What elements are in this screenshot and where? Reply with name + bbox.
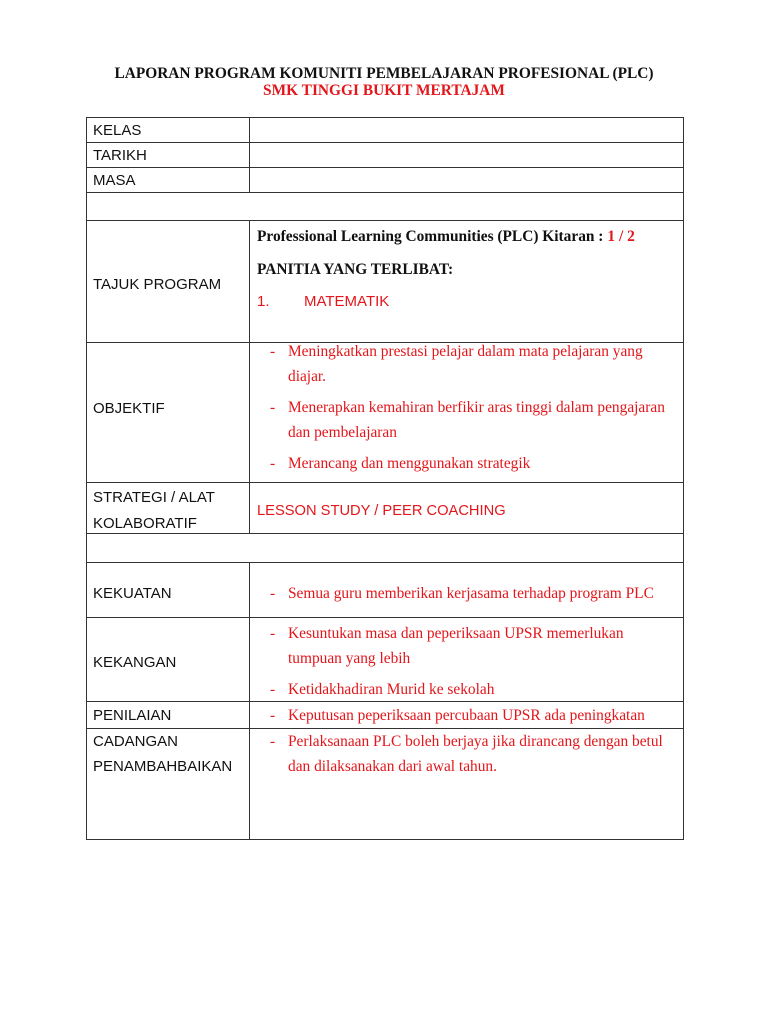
objektif-list [250,343,683,482]
list-item [270,451,683,476]
row-strategi [87,482,683,533]
list-item [270,729,683,779]
program-name: Professional Learning Communities (PLC) Kitaran : [257,228,604,245]
list-item-line: Merancang dan menggunakan strategik [288,455,531,472]
cadangan-label-line: PENAMBAHBAIKAN [93,758,233,775]
strategi-value: LESSON STUDY / PEER COACHING [257,503,506,519]
list-item [270,677,683,702]
list-item-line: Semua guru memberikan kerjasama terhadap program PLC [288,585,654,602]
objektif-label: OBJEKTIF [87,343,250,482]
kekangan-label: KEKANGAN [87,618,250,701]
row-cadangan [87,728,683,839]
list-item-line: dan pembelajaran [288,424,397,441]
list-item [270,621,683,671]
list-item-line: Menerapkan kemahiran berfikir aras tinggi dalam pengajaran [288,399,665,416]
cadangan-label [87,729,250,839]
bullet-marker: - [270,707,276,724]
tarikh-value [250,143,683,167]
bullet-marker: - [270,625,276,642]
kitaran-value: 1 / 2 [607,228,635,245]
bullet-marker: - [270,343,276,360]
tajuk-program-label: TAJUK PROGRAM [87,221,250,342]
row-masa [87,167,683,192]
masa-label: MASA [87,168,250,192]
list-item-line: Keputusan peperiksaan percubaan UPSR ada peningkatan [288,707,645,724]
bullet-marker: - [270,585,276,602]
strategi-label-line: KOLABORATIF [93,515,197,532]
list-item-line: Ketidakhadiran Murid ke sekolah [288,681,495,698]
masa-value [250,168,683,192]
panitia-heading: PANITIA YANG TERLIBAT: [257,261,454,278]
bullet-marker: - [270,681,276,698]
row-kelas [87,118,683,142]
row-kekuatan [87,562,683,617]
bullet-marker: - [270,399,276,416]
bullet-marker: - [270,733,276,750]
strategi-label [87,483,250,533]
panitia-number: 1. [257,293,270,310]
kelas-label: KELAS [87,118,250,142]
spacer-cell [87,193,683,220]
list-item-line: Kesuntukan masa dan peperiksaan UPSR memerlukan [288,625,624,642]
list-item-line: Perlaksanaan PLC boleh berjaya jika dirancang dengan betul [288,733,663,750]
row-penilaian [87,701,683,728]
cadangan-label-line: CADANGAN [93,733,179,750]
spacer-cell [87,534,683,562]
row-tarikh [87,142,683,167]
list-item-line: Meningkatkan prestasi pelajar dalam mata pelajaran yang [288,343,643,360]
panitia-name: MATEMATIK [304,293,390,310]
list-item-line: dan dilaksanakan dari awal tahun. [288,758,497,775]
bullet-marker: - [270,455,276,472]
school-name: SMK TINGGI BUKIT MERTAJAM [263,82,505,99]
list-item [270,581,683,606]
list-item-line: tumpuan yang lebih [288,650,411,667]
kekuatan-label: KEKUATAN [87,563,250,617]
list-item-line: diajar. [288,368,327,385]
list-item [270,339,683,389]
kekangan-list [250,618,683,701]
tajuk-program-value [250,221,683,342]
row-kekangan [87,617,683,701]
row-spacer [87,533,683,562]
kekuatan-list [250,563,683,617]
row-spacer [87,192,683,220]
program-line [257,224,683,249]
row-tajuk-program [87,220,683,342]
kelas-value [250,118,683,142]
list-item [270,703,683,728]
strategi-label-line: STRATEGI / ALAT [93,489,215,506]
penilaian-list [250,702,683,728]
list-item [270,395,683,445]
report-table [86,117,684,840]
tarikh-label: TARIKH [87,143,250,167]
penilaian-label: PENILAIAN [87,702,250,728]
panitia-item [257,289,683,314]
report-title: LAPORAN PROGRAM KOMUNITI PEMBELAJARAN PROFESIONAL (PLC) [114,65,654,82]
cadangan-list [250,729,683,839]
row-objektif [87,342,683,482]
